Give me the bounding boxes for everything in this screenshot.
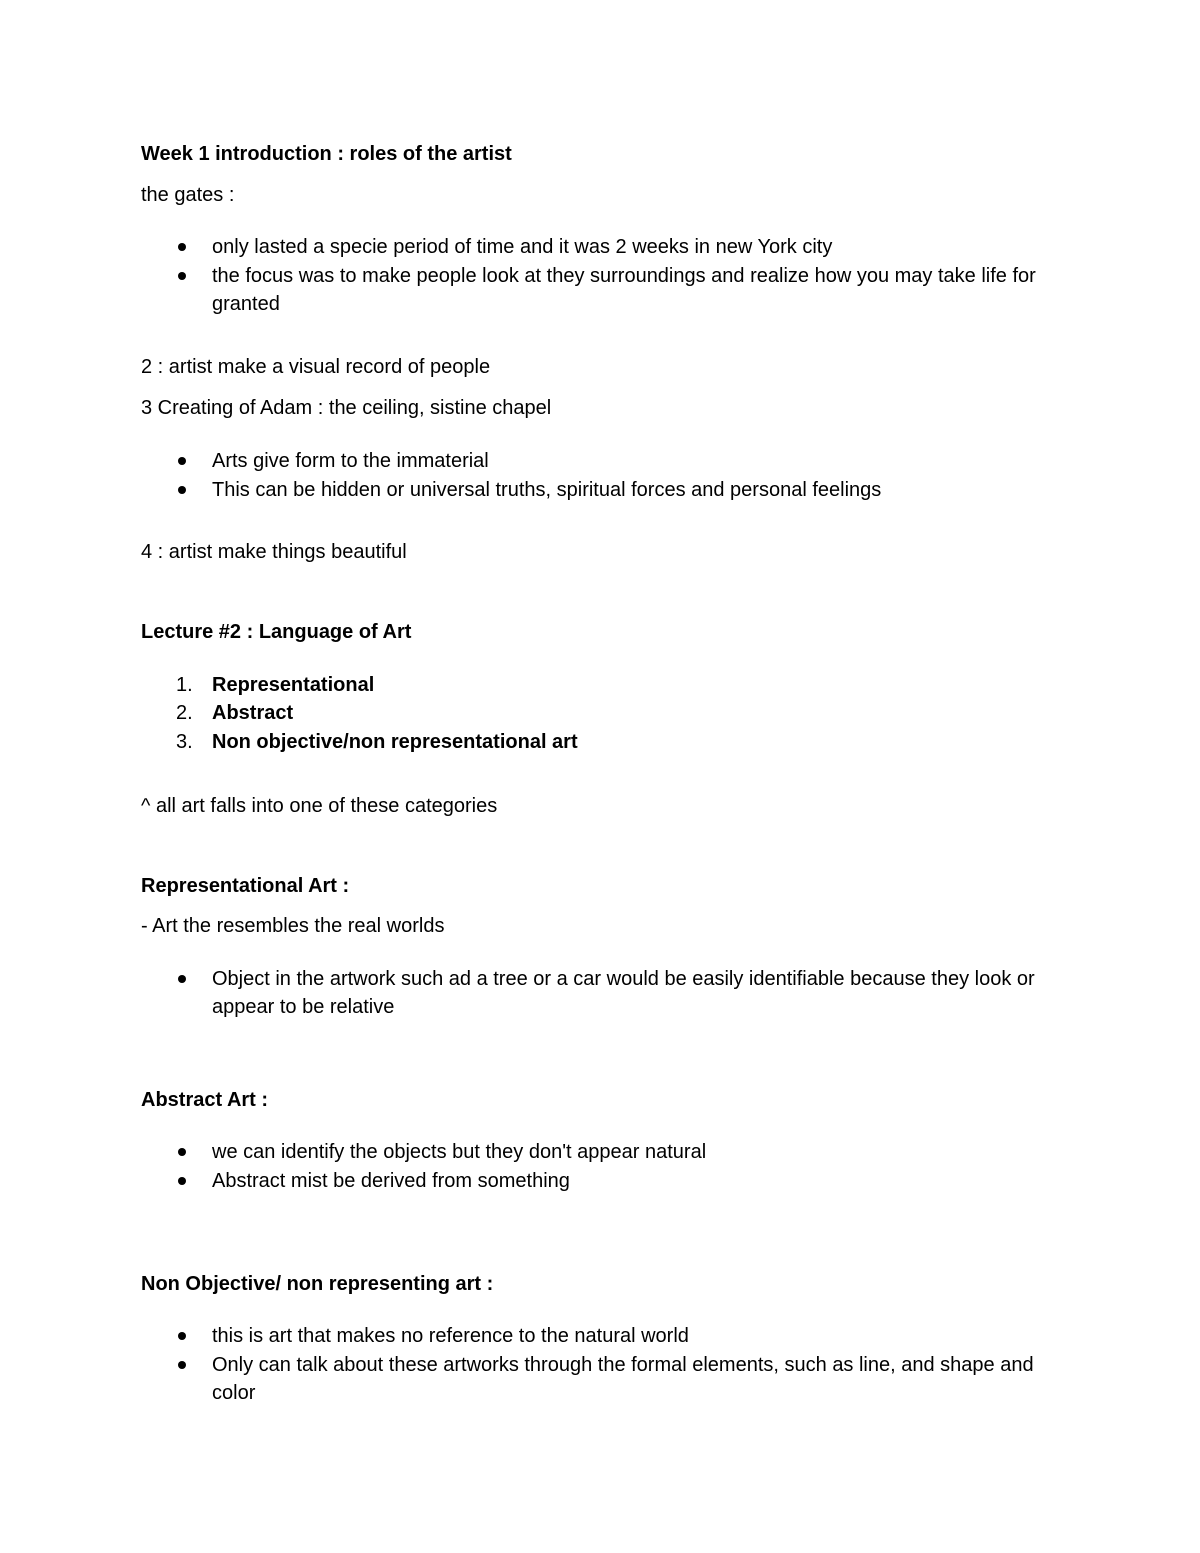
point-4: 4 : artist make things beautiful: [141, 541, 407, 563]
lecture2-heading: Lecture #2 : Language of Art: [141, 621, 412, 643]
list-item: Only can talk about these artworks through the formal elements, such as line, and shape and color: [212, 1354, 1034, 1404]
bullet-icon: [178, 457, 186, 465]
list-item: Arts give form to the immaterial: [212, 450, 489, 472]
list-number: 2.: [176, 702, 193, 724]
category-item: Representational: [212, 674, 375, 696]
bullet-icon: [178, 1177, 186, 1185]
bullet-icon: [178, 1361, 186, 1369]
point-2: 2 : artist make a visual record of people: [141, 356, 491, 378]
category-item: Non objective/non representational art: [212, 731, 578, 753]
category-item: Abstract: [212, 702, 294, 724]
bullet-icon: [178, 272, 186, 280]
representational-heading: Representational Art :: [141, 875, 350, 897]
list-item: the focus was to make people look at they surroundings and realize how you may take life for granted: [212, 265, 1036, 315]
list-number: 3.: [176, 731, 193, 753]
list-item: this is art that makes no reference to the natural world: [212, 1325, 689, 1347]
list-item: only lasted a specie period of time and it was 2 weeks in new York city: [212, 236, 833, 258]
list-item: we can identify the objects but they don't appear natural: [212, 1141, 707, 1163]
abstract-heading: Abstract Art :: [141, 1089, 269, 1111]
bullet-icon: [178, 1148, 186, 1156]
list-item: Abstract mist be derived from something: [212, 1170, 570, 1192]
bullet-icon: [178, 1332, 186, 1340]
point-3: 3 Creating of Adam : the ceiling, sistine chapel: [141, 397, 552, 419]
list-number: 1.: [176, 674, 193, 696]
categories-note: ^ all art falls into one of these categories: [141, 795, 498, 817]
list-item: Object in the artwork such ad a tree or a car would be easily identifiable because they look or appear to be relative: [212, 968, 1035, 1018]
representational-dash-item: - Art the resembles the real worlds: [141, 915, 445, 937]
bullet-icon: [178, 243, 186, 251]
week1-heading: Week 1 introduction : roles of the artist: [141, 143, 512, 165]
list-item: This can be hidden or universal truths, spiritual forces and personal feelings: [212, 479, 882, 501]
bullet-icon: [178, 975, 186, 983]
bullet-icon: [178, 486, 186, 494]
gates-label: the gates :: [141, 184, 235, 206]
nonobjective-heading: Non Objective/ non representing art :: [141, 1273, 494, 1295]
